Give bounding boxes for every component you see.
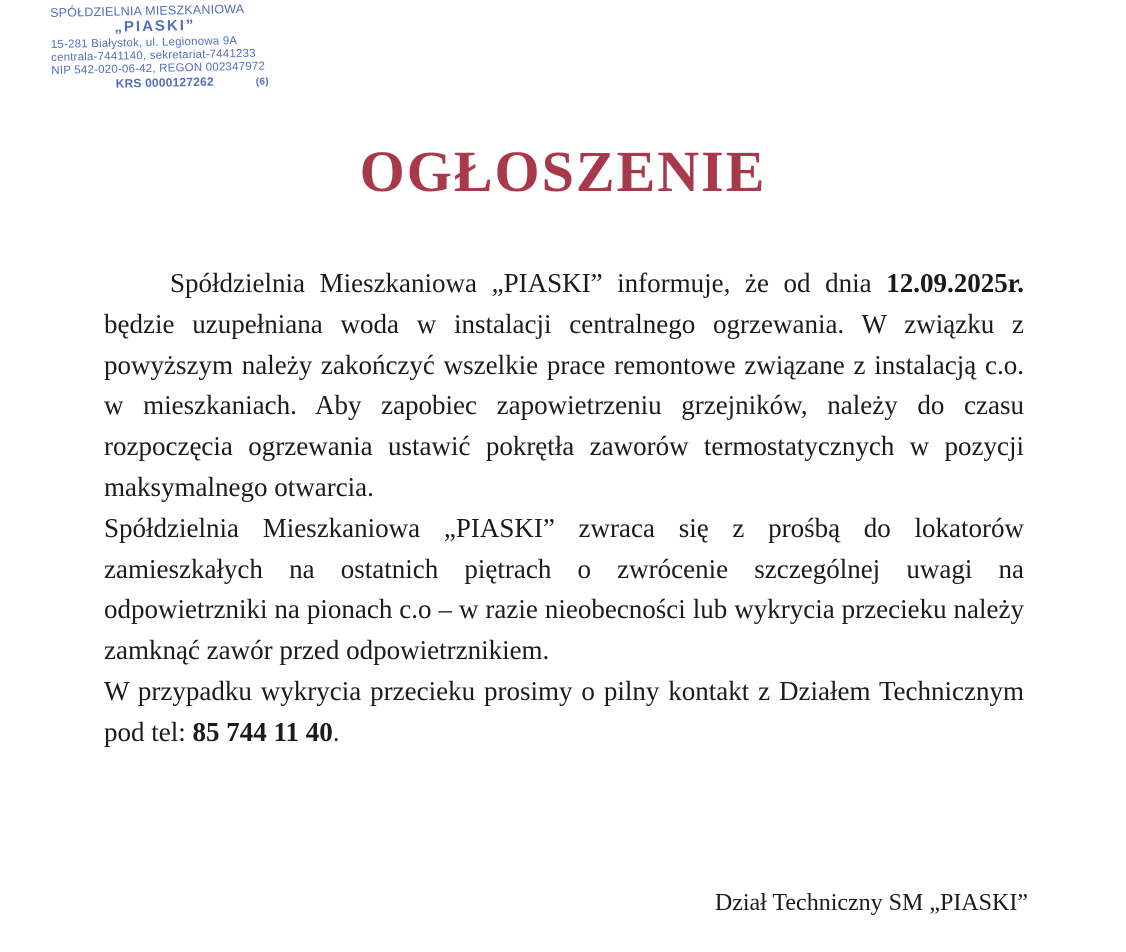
stamp-phones: centrala-7441140, sekretariat-7441233: [50, 47, 256, 64]
paragraph1-text-end: będzie uzupełniana woda w instalacji centralnego ogrzewania. W związku z powyższym należy zakończyć wszelkie prace remontowe związane z instalacją c.o. w mieszkaniach. Aby zapobiec zapowietrzeniu grzejników, należy do czasu rozpoczęcia ogrzewania ustawić pokrętła zaworów termostatycznych w pozycji maksymalnego otwarcia.: [104, 308, 1024, 502]
stamp-org-type: SPÓŁDZIELNIA MIESZKANIOWA: [50, 1, 245, 20]
organization-stamp: [50, 0, 322, 94]
stamp-org-name: „PIASKI”: [114, 16, 196, 36]
paragraph1-text-start: Spółdzielnia Mieszkaniowa „PIASKI” informuje, że od dnia: [170, 268, 887, 298]
stamp-nip-regon: NIP 542-020-06-42, REGON 002347972: [51, 60, 266, 77]
paragraph3-text-end: .: [332, 716, 340, 747]
paragraph3-text-start: W przypadku wykrycia przecieku prosimy o pilny kontakt z Działem Technicznym pod tel:: [104, 675, 1024, 747]
signature: Dział Techniczny SM „PIASKI”: [714, 890, 1028, 916]
stamp-number: (6): [255, 76, 269, 88]
stamp-krs: KRS 0000127262: [115, 74, 214, 91]
announcement-body: [104, 263, 1024, 753]
announcement-title: OGŁOSZENIE: [359, 139, 767, 204]
paragraph-top-floor-request: Spółdzielnia Mieszkaniowa „PIASKI” zwraca się z prośbą do lokatorów zamieszkałych na ostatnich piętrach o zwrócenie szczególnej uwagi na odpowietrzniki na pionach c.o – w razie nieobecności lub wykrycia przecieku należy zamknąć zawór przed odpowietrznikiem.: [104, 512, 1024, 666]
paragraph-contact: [104, 671, 1024, 753]
stamp-address: 15-281 Białystok, ul. Legionowa 9A: [50, 35, 238, 51]
paragraph-water-refill: [104, 263, 1024, 508]
phone-number: 85 744 11 40: [192, 716, 333, 747]
refill-date: 12.09.2025r.: [886, 268, 1024, 298]
